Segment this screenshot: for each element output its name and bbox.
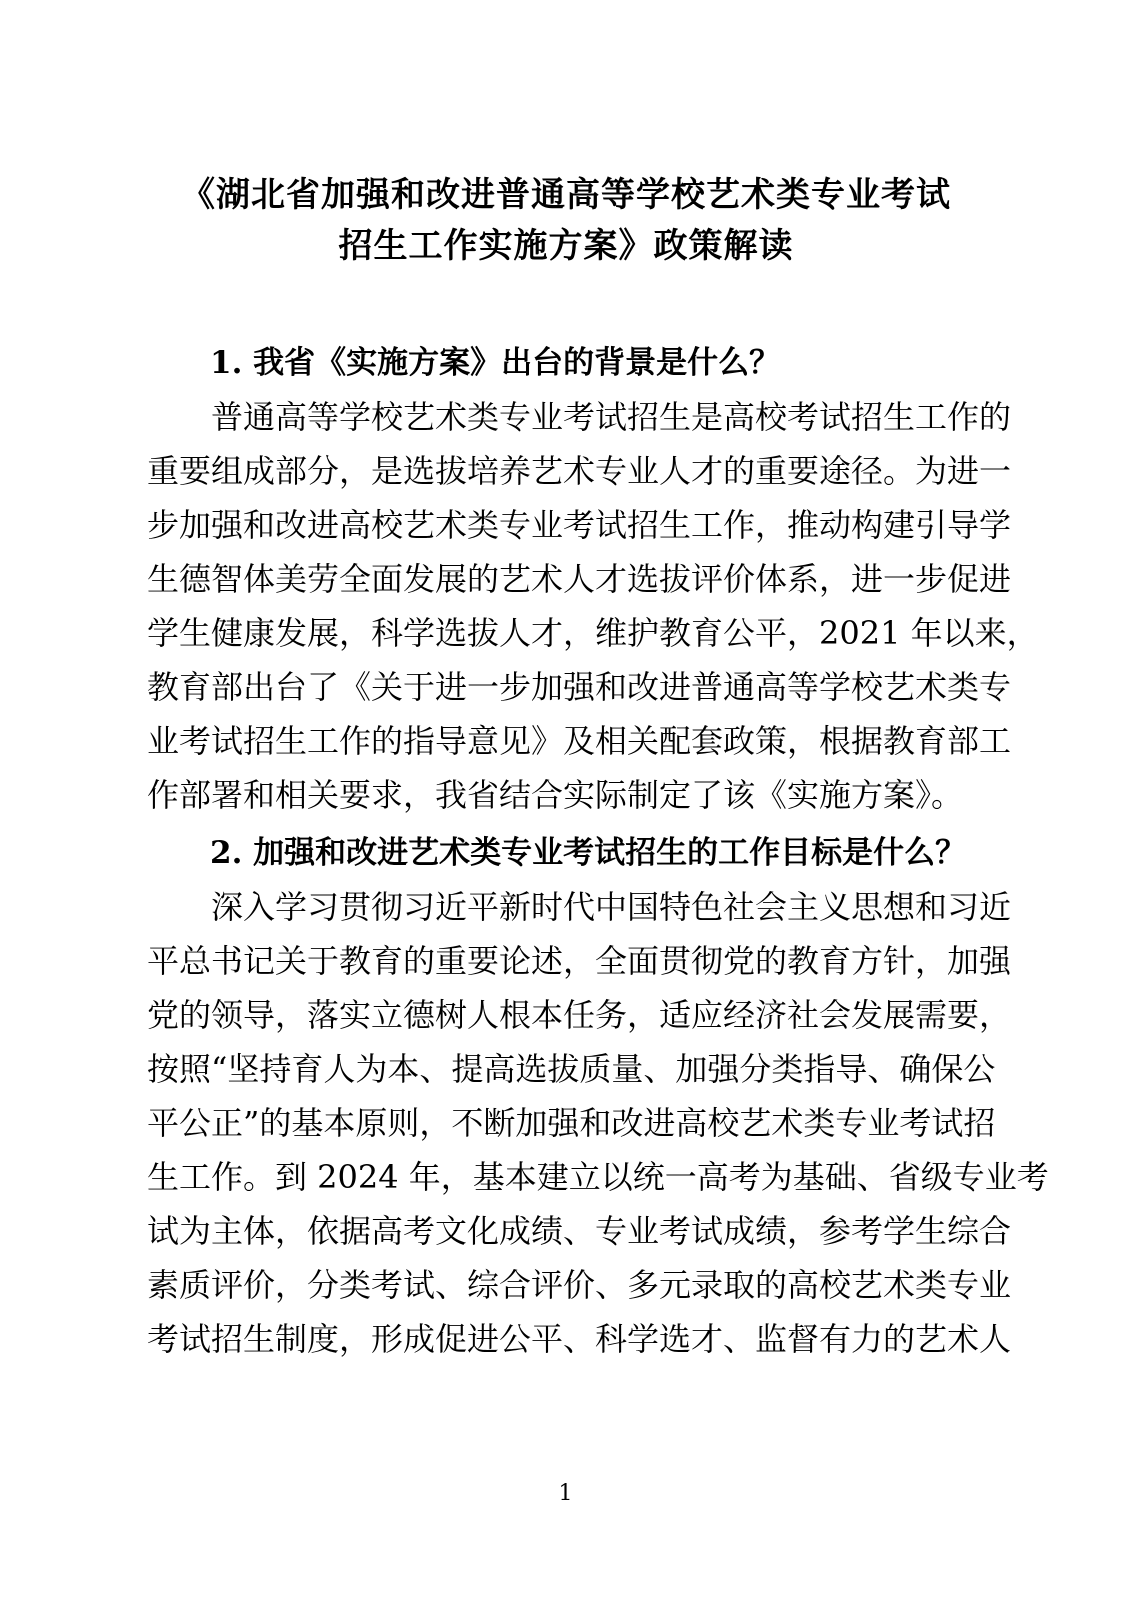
paragraph-line: 试为主体，依据高考文化成绩、专业考试成绩，参考学生综合 <box>147 1212 1012 1250</box>
document-title-line-1: 《湖北省加强和改进普通高等学校艺术类专业考试 <box>181 175 951 215</box>
paragraph-line: 素质评价，分类考试、综合评价、多元录取的高校艺术类专业 <box>147 1266 1012 1304</box>
paragraph-line: 生德智体美劳全面发展的艺术人才选拔评价体系，进一步促进 <box>147 560 1012 598</box>
paragraph-line: 平总书记关于教育的重要论述，全面贯彻党的教育方针，加强 <box>147 942 1012 980</box>
page-number: 1 <box>558 1481 573 1506</box>
paragraph-line: 业考试招生工作的指导意见》及相关配套政策，根据教育部工 <box>147 722 1012 760</box>
paragraph-line: 按照“坚持育人为本、提高选拔质量、加强分类指导、确保公 <box>147 1050 996 1088</box>
document-title-line-2: 招生工作实施方案》政策解读 <box>338 226 794 266</box>
paragraph-line: 普通高等学校艺术类专业考试招生是高校考试招生工作的 <box>211 398 1012 436</box>
paragraph-line: 深入学习贯彻习近平新时代中国特色社会主义思想和习近 <box>211 888 1012 926</box>
section-1-paragraph <box>147 390 1039 822</box>
paragraph-line: 步加强和改进高校艺术类专业考试招生工作，推动构建引导学 <box>147 506 1012 544</box>
document-content <box>147 0 1049 1366</box>
section-1-heading: 1. 我省《实施方案》出台的背景是什么？ <box>210 345 781 381</box>
paragraph-line: 生工作。到 2024 年，基本建立以统一高考为基础、省级专业考 <box>147 1158 1049 1196</box>
paragraph-line: 学生健康发展，科学选拔人才，维护教育公平，2021 年以来， <box>147 614 1039 652</box>
paragraph-line: 重要组成部分，是选拔培养艺术专业人才的重要途径。为进一 <box>147 452 1012 490</box>
paragraph-line: 党的领导，落实立德树人根本任务，适应经济社会发展需要， <box>147 996 1012 1034</box>
paragraph-line: 教育部出台了《关于进一步加强和改进普通高等学校艺术类专 <box>147 668 1012 706</box>
section-2-paragraph <box>147 880 1049 1366</box>
section-2-heading: 2. 加强和改进艺术类专业考试招生的工作目标是什么？ <box>210 835 967 871</box>
paragraph-line: 平公正”的基本原则，不断加强和改进高校艺术类专业考试招 <box>147 1104 996 1142</box>
paragraph-line: 考试招生制度，形成促进公平、科学选才、监督有力的艺术人 <box>147 1320 1012 1358</box>
document-title <box>147 170 985 272</box>
paragraph-line: 作部署和相关要求，我省结合实际制定了该《实施方案》。 <box>147 776 964 814</box>
